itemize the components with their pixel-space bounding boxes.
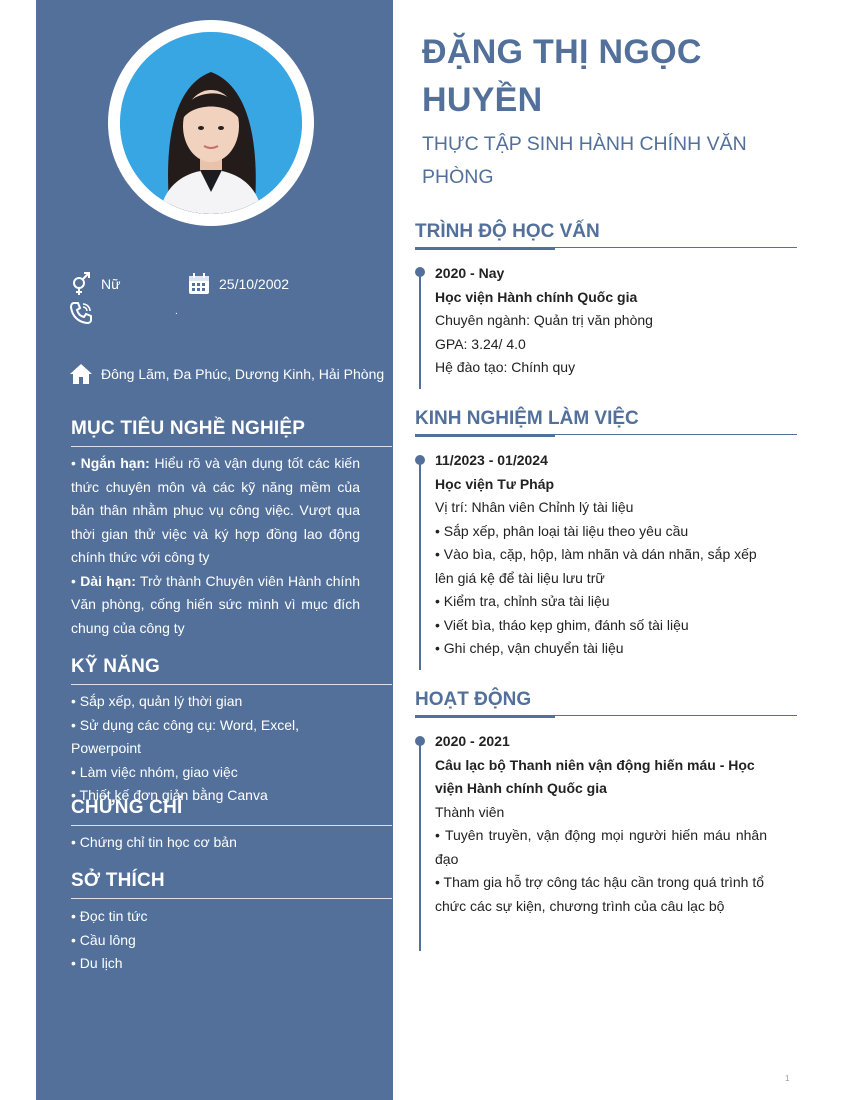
- gender-icon: [69, 272, 93, 296]
- phone-icon: [69, 301, 93, 325]
- address-text: Đông Lãm, Đa Phúc, Dương Kinh, Hải Phòng: [101, 366, 385, 382]
- hobbies-list: [71, 905, 361, 976]
- hobbies-heading: SỞ THÍCH: [71, 870, 392, 899]
- education-line: Chuyên ngành: Quản trị văn phòng: [435, 312, 653, 328]
- certificates-list: [71, 831, 361, 855]
- activities-org: Câu lạc bộ Thanh niên vận động hiến máu - Học viện Hành chính Quốc gia: [435, 756, 755, 796]
- education-entry: [435, 262, 767, 380]
- activities-bullet: • Tham gia hỗ trợ công tác hậu cần trong quá trình tổ chức các sự kiện, chương trình của câu lạc bộ: [435, 874, 765, 914]
- skills-list: [71, 690, 371, 808]
- objective-long-label: Dài hạn:: [80, 572, 136, 589]
- experience-bullet: • Kiểm tra, chỉnh sửa tài liệu: [435, 593, 610, 609]
- list-item: • Chứng chỉ tin học cơ bản: [71, 834, 237, 850]
- activities-heading: HOẠT ĐỘNG: [415, 689, 797, 716]
- gender-text: Nữ: [101, 276, 121, 292]
- timeline-dot: [415, 736, 425, 746]
- phone-text: .: [175, 306, 178, 317]
- list-item: • Sắp xếp, quản lý thời gian: [71, 693, 243, 709]
- objective-long-text: Trở thành Chuyên viên Hành chính Văn phòng, cống hiến sức mình vì mục đích chung của công ty: [71, 572, 361, 636]
- experience-timeline: [419, 458, 421, 670]
- timeline-dot: [415, 267, 425, 277]
- gender-row: [69, 272, 120, 296]
- address-row: [69, 362, 384, 386]
- home-icon: [69, 362, 93, 386]
- objective-text: • Ngắn hạn: Hiểu rõ và vận dụng tốt các kiến thức chuyên môn và các kỹ năng mềm của bản thân nhằm phục vụ công việc. Vượt qua thời gian thử việc và ký hợp đồng lao động chính thức với công ty • Dài hạn: Trở thành Chuyên viên Hành chính Văn phòng, cống hiến sức mình vì mục đích chung của công ty: [71, 455, 361, 636]
- profile-photo: [120, 32, 302, 214]
- list-item: • Thiết kế đơn giản bằng Canva: [71, 787, 268, 803]
- list-item: • Sử dụng các công cụ: Word, Excel, Powerpoint: [71, 716, 300, 756]
- experience-entry: [435, 449, 767, 661]
- education-timeline: [419, 271, 421, 389]
- experience-bullet: • Ghi chép, vận chuyển tài liệu: [435, 640, 624, 656]
- experience-bullet: • Viết bìa, tháo kẹp ghim, đánh số tài liệu: [435, 616, 689, 633]
- experience-position: Vị trí: Nhân viên Chỉnh lý tài liệu: [435, 499, 634, 515]
- birthdate-row: [187, 272, 289, 296]
- avatar-ring: [108, 20, 314, 226]
- experience-org: Học viện Tư Pháp: [435, 475, 555, 492]
- birthdate-text: 25/10/2002: [219, 276, 290, 292]
- objective-short-label: Ngắn hạn:: [80, 455, 150, 471]
- avatar: [120, 32, 302, 214]
- experience-bullet: • Vào bìa, cặp, hộp, làm nhãn và dán nhãn, sắp xếp lên giá kệ để tài liệu lưu trữ: [435, 546, 757, 586]
- objective-short-text: Hiểu rõ và vận dụng tốt các kiến thức chuyên môn và các kỹ năng mềm của bản thân nhằm phục vụ công việc. Vượt qua thời gian thử việc và ký hợp đồng lao động chính thức với công ty: [71, 455, 360, 565]
- calendar-icon: [187, 272, 211, 296]
- activities-entry: [435, 730, 767, 918]
- sidebar: [36, 0, 393, 1100]
- list-item: • Làm việc nhóm, giao việc: [71, 763, 238, 780]
- education-heading: TRÌNH ĐỘ HỌC VẤN: [415, 221, 797, 248]
- education-school: Học viện Hành chính Quốc gia: [435, 288, 638, 305]
- list-item: • Đọc tin tức: [71, 908, 148, 924]
- objective-heading: MỤC TIÊU NGHỀ NGHIỆP: [71, 418, 392, 447]
- experience-period: 11/2023 - 01/2024: [435, 452, 548, 468]
- candidate-name: ĐẶNG THỊ NGỌC HUYỀN: [422, 33, 702, 119]
- activities-timeline: [419, 739, 421, 951]
- education-line: GPA: 3.24/ 4.0: [435, 335, 526, 352]
- experience-heading: KINH NGHIỆM LÀM VIỆC: [415, 408, 797, 435]
- activities-period: 2020 - 2021: [435, 733, 510, 749]
- activities-role: Thành viên: [435, 803, 505, 820]
- activities-bullet: • Tuyên truyền, vận động mọi người hiến máu nhân đạo: [435, 827, 767, 867]
- certificates-heading: CHỨNG CHỈ: [71, 797, 392, 826]
- page-number: 1: [785, 1074, 790, 1083]
- experience-bullet: • Sắp xếp, phân loại tài liệu theo yêu cầu: [435, 522, 689, 539]
- list-item: • Cầu lông: [71, 931, 136, 948]
- skills-heading: KỸ NĂNG: [71, 656, 392, 685]
- candidate-role: THỰC TẬP SINH HÀNH CHÍNH VĂN PHÒNG: [422, 133, 747, 188]
- education-period: 2020 - Nay: [435, 265, 505, 281]
- list-item: • Du lịch: [71, 955, 123, 971]
- phone-row: [69, 301, 101, 325]
- timeline-dot: [415, 455, 425, 465]
- education-line: Hệ đào tạo: Chính quy: [435, 359, 576, 375]
